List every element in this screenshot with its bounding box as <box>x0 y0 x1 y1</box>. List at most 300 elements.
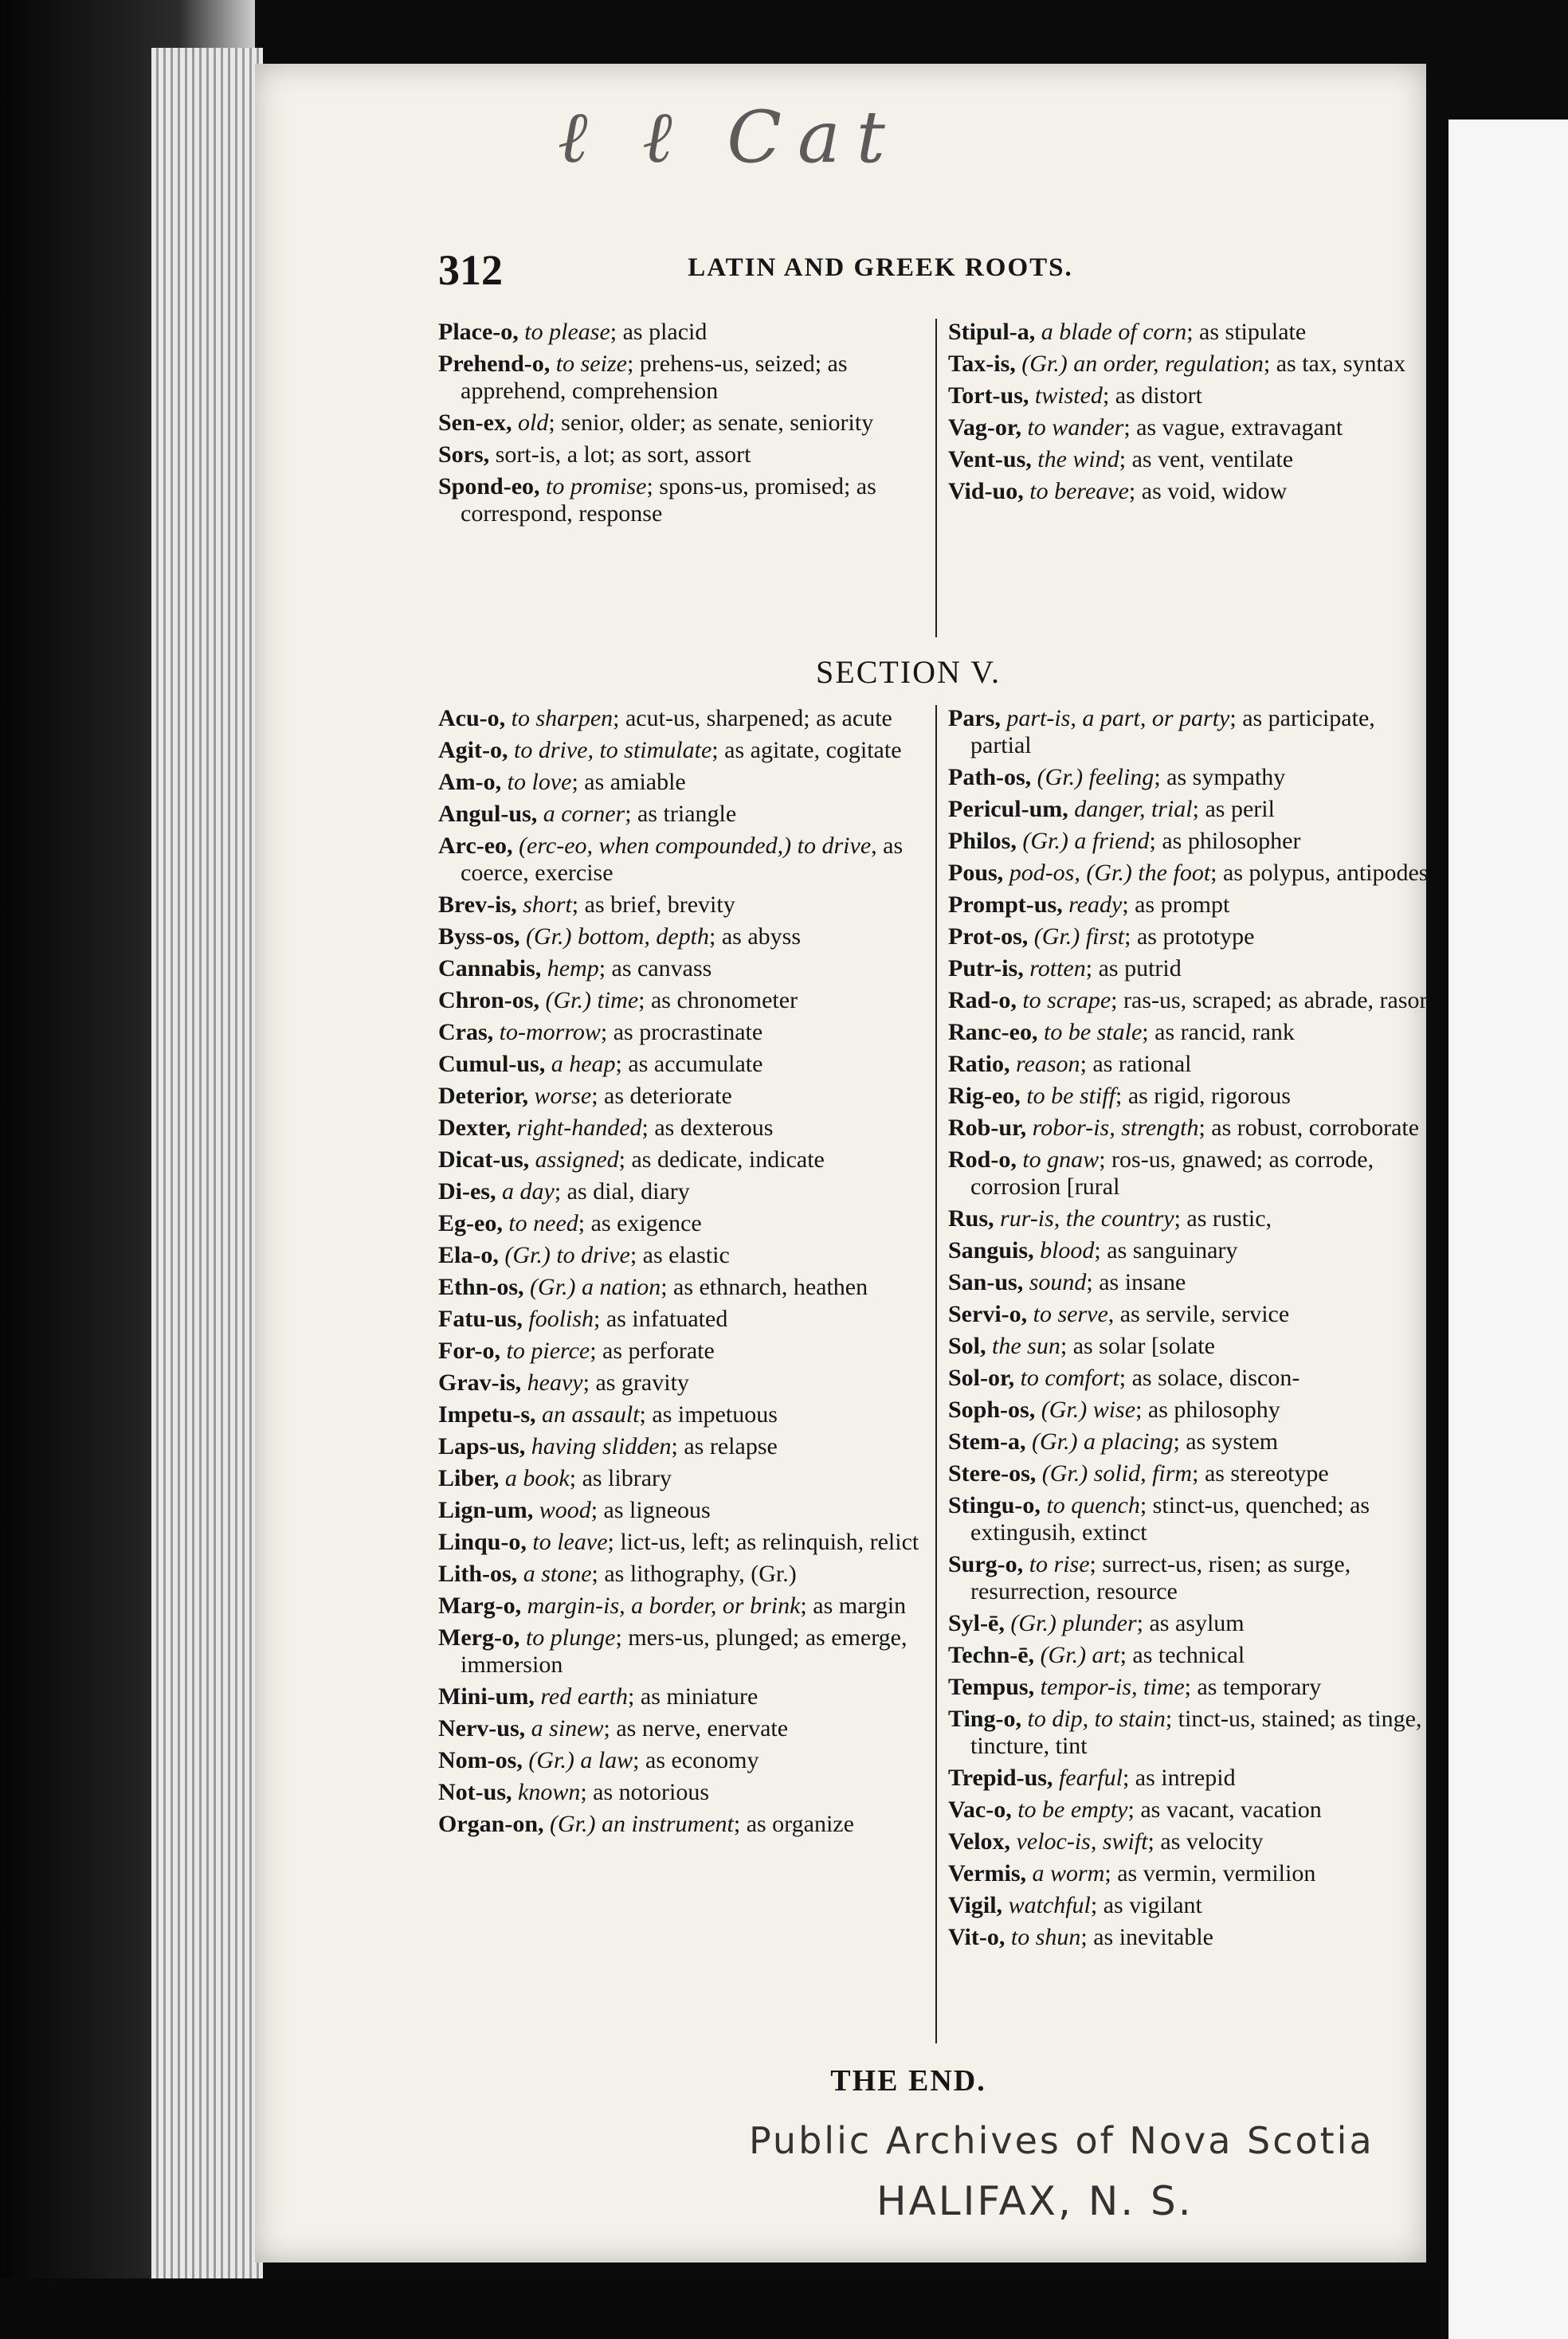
root-entry <box>948 1610 1438 1637</box>
root-headword: Lign-um, <box>438 1497 534 1523</box>
root-headword: Vermis, <box>948 1860 1027 1886</box>
root-entry <box>438 923 928 950</box>
root-meaning: to plunge <box>525 1624 616 1651</box>
root-derivatives: ; as margin <box>800 1593 907 1619</box>
root-meaning: to seize <box>555 351 627 377</box>
root-headword: Sors, <box>438 441 490 468</box>
root-meaning: to dip, to stain <box>1027 1706 1166 1732</box>
root-headword: Stere-os, <box>948 1460 1037 1487</box>
root-derivatives: ; as vermin, vermilion <box>1104 1860 1316 1886</box>
root-derivatives: ; as sanguinary <box>1094 1237 1238 1264</box>
root-entry <box>948 351 1438 378</box>
root-headword: Fatu-us, <box>438 1306 523 1332</box>
root-entry <box>438 891 928 919</box>
root-entry <box>438 473 928 527</box>
root-meaning: to scrape <box>1022 987 1111 1013</box>
root-meaning: a stone <box>523 1561 592 1587</box>
root-entry <box>438 1497 928 1524</box>
root-derivatives: ; as placid <box>610 319 708 345</box>
root-headword: Spond-eo, <box>438 473 540 500</box>
root-headword: Vigil, <box>948 1892 1003 1918</box>
column-rule <box>935 319 937 637</box>
root-derivatives: ; as elastic <box>629 1242 730 1268</box>
root-meaning: to bereave <box>1029 478 1129 504</box>
root-headword: Stingu-o, <box>948 1492 1041 1518</box>
root-headword: Rod-o, <box>948 1146 1017 1173</box>
root-entry <box>438 1465 928 1492</box>
root-meaning: a worm <box>1032 1860 1105 1886</box>
root-derivatives: ; ras-us, scraped; as abrade, rasor <box>1111 987 1428 1013</box>
root-derivatives: ; as gravity <box>582 1369 689 1396</box>
root-entry <box>438 1274 928 1301</box>
root-headword: Laps-us, <box>438 1433 526 1459</box>
root-headword: Servi-o, <box>948 1301 1028 1327</box>
root-derivatives: ; as dexterous <box>641 1115 774 1141</box>
root-entry <box>948 1205 1438 1232</box>
root-entry <box>948 1428 1438 1456</box>
root-meaning: (Gr.) bottom, depth <box>526 923 710 950</box>
root-meaning: pod-os, (Gr.) the foot <box>1009 860 1211 886</box>
root-derivatives: ; as vigilant <box>1090 1892 1202 1918</box>
root-entry <box>948 446 1438 473</box>
root-meaning: to pierce <box>506 1338 590 1364</box>
root-derivatives: ; as ligneous <box>590 1497 711 1523</box>
root-meaning: to need <box>508 1210 578 1236</box>
root-meaning: to be stale <box>1043 1019 1143 1045</box>
root-derivatives: ; as philosopher <box>1149 828 1301 854</box>
root-derivatives: sort-is, a lot; as sort, assort <box>495 441 751 468</box>
root-entry <box>438 987 928 1014</box>
root-derivatives: ; lict-us, left; as relinquish, relict <box>607 1529 919 1555</box>
root-meaning: ready <box>1068 891 1123 918</box>
root-headword: Byss-os, <box>438 923 520 950</box>
root-derivatives: ; as putrid <box>1085 955 1182 981</box>
stamp-line-1: Public Archives of Nova Scotia <box>749 2119 1374 2162</box>
root-entry <box>948 1551 1438 1605</box>
root-meaning: known <box>518 1779 581 1805</box>
root-derivatives: ; mers-us, plunged; as emerge, immersion <box>461 1624 907 1678</box>
root-meaning: (Gr.) a placing <box>1031 1428 1174 1455</box>
root-entry <box>438 1115 928 1142</box>
root-entry <box>948 1237 1438 1264</box>
root-meaning: (Gr.) to drive <box>504 1242 630 1268</box>
root-entry <box>948 828 1438 855</box>
root-derivatives: ; as philosophy <box>1135 1397 1280 1423</box>
root-meaning: (Gr.) a law <box>528 1747 633 1773</box>
root-headword: Tax-is, <box>948 351 1016 377</box>
root-derivatives: ; as vague, extravagant <box>1123 414 1343 441</box>
root-entry <box>948 1706 1438 1760</box>
root-meaning: to wander <box>1027 414 1124 441</box>
root-headword: Pous, <box>948 860 1004 886</box>
root-meaning: to sharpen <box>511 705 613 731</box>
root-derivatives: ; acut-us, sharpened; as acute <box>613 705 892 731</box>
root-entry <box>948 1397 1438 1424</box>
root-headword: Prot-os, <box>948 923 1029 950</box>
root-meaning: to leave <box>532 1529 608 1555</box>
root-headword: Vit-o, <box>948 1924 1005 1950</box>
root-meaning: a heap <box>551 1051 616 1077</box>
root-derivatives: ; as stereotype <box>1192 1460 1329 1487</box>
root-headword: Pericul-um, <box>948 796 1068 822</box>
root-headword: Grav-is, <box>438 1369 522 1396</box>
root-entry <box>438 351 928 405</box>
root-derivatives: ; as dedicate, indicate <box>618 1146 825 1173</box>
root-meaning: to-morrow <box>499 1019 601 1045</box>
root-derivatives: ; tinct-us, stained; as tinge, tincture, tint <box>970 1706 1422 1759</box>
root-meaning: sound <box>1029 1269 1087 1295</box>
root-headword: Vid-uo, <box>948 478 1024 504</box>
root-derivatives: ; as robust, corroborate <box>1198 1115 1420 1141</box>
root-derivatives: ; as tax, syntax <box>1263 351 1406 377</box>
root-derivatives: ; as sympathy <box>1154 764 1286 790</box>
end-heading: THE END. <box>830 2064 986 2098</box>
root-derivatives: ; as amiable <box>571 769 686 795</box>
root-entry <box>438 769 928 796</box>
root-headword: Prompt-us, <box>948 891 1063 918</box>
column-rule <box>935 705 937 2043</box>
root-derivatives: ; as technical <box>1119 1642 1245 1668</box>
root-meaning: (Gr.) first <box>1033 923 1125 950</box>
root-derivatives: ; as ethnarch, heathen <box>661 1274 868 1300</box>
root-derivatives: ; as system <box>1173 1428 1279 1455</box>
root-meaning: foolish <box>528 1306 594 1332</box>
root-meaning: tempor-is, time <box>1040 1674 1185 1700</box>
root-meaning: to quench <box>1046 1492 1140 1518</box>
root-meaning: to rise <box>1029 1551 1090 1577</box>
root-derivatives: ; as exigence <box>578 1210 702 1236</box>
root-headword: Stipul-a, <box>948 319 1036 345</box>
root-entry <box>948 382 1438 409</box>
root-meaning: to comfort <box>1020 1365 1119 1391</box>
root-derivatives: ; as polypus, antipodes <box>1210 860 1429 886</box>
root-headword: Vent-us, <box>948 446 1032 472</box>
root-meaning: (Gr.) time <box>545 987 639 1013</box>
root-derivatives: ; as perforate <box>590 1338 715 1364</box>
root-meaning: worse <box>534 1083 592 1109</box>
root-derivatives: ; senior, older; as senate, seniority <box>548 409 874 436</box>
root-headword: Rob-ur, <box>948 1115 1027 1141</box>
root-entry <box>948 478 1438 505</box>
root-entry <box>438 1083 928 1110</box>
root-headword: Pars, <box>948 705 1001 731</box>
root-entry <box>948 319 1438 346</box>
root-derivatives: ; as nerve, enervate <box>603 1715 789 1742</box>
root-meaning: short <box>523 891 572 918</box>
root-entry <box>948 891 1438 919</box>
root-meaning: (Gr.) feeling <box>1037 764 1154 790</box>
root-meaning: the wind <box>1037 446 1119 472</box>
root-entry <box>948 1492 1438 1546</box>
root-headword: Sol, <box>948 1333 986 1359</box>
root-entry <box>948 1924 1438 1951</box>
root-derivatives: ; as relapse <box>671 1433 778 1459</box>
root-derivatives: ; surrect-us, risen; as surge, resurrection, resource <box>970 1551 1351 1604</box>
root-derivatives: ; as economy <box>633 1747 759 1773</box>
root-meaning: having slidden <box>531 1433 672 1459</box>
root-headword: Nom-os, <box>438 1747 523 1773</box>
book-page <box>255 64 1429 2263</box>
top-left-column <box>438 319 928 532</box>
root-entry <box>438 1019 928 1046</box>
root-derivatives: ; as impetuous <box>639 1401 778 1428</box>
root-derivatives: ; as chronometer <box>638 987 798 1013</box>
root-meaning: watchful <box>1008 1892 1091 1918</box>
root-derivatives: ; as miniature <box>628 1683 759 1710</box>
root-meaning: twisted <box>1034 382 1103 409</box>
root-entry <box>438 1242 928 1269</box>
root-derivatives: ; as canvass <box>598 955 712 981</box>
root-derivatives: ; as velocity <box>1147 1828 1264 1855</box>
root-meaning: (Gr.) an order, regulation <box>1021 351 1264 377</box>
root-entry <box>438 1747 928 1774</box>
root-meaning: to please <box>524 319 610 345</box>
root-meaning: danger, trial <box>1074 796 1193 822</box>
root-derivatives: ; as solace, discon- <box>1119 1365 1300 1391</box>
root-headword: Vag-or, <box>948 414 1021 441</box>
root-headword: Techn-ē, <box>948 1642 1035 1668</box>
root-headword: Syl-ē, <box>948 1610 1005 1636</box>
root-derivatives: ; stinct-us, quenched; as extingusih, extinct <box>970 1492 1370 1546</box>
root-entry <box>438 1811 928 1838</box>
root-entry <box>948 1083 1438 1110</box>
root-entry <box>438 1369 928 1397</box>
root-entry <box>948 1892 1438 1919</box>
root-meaning: to be stiff <box>1026 1083 1115 1109</box>
root-derivatives: ; as temporary <box>1184 1674 1322 1700</box>
root-meaning: a corner <box>543 801 625 827</box>
root-meaning: fearful <box>1058 1765 1123 1791</box>
root-headword: Vac-o, <box>948 1796 1012 1823</box>
root-meaning: a day <box>501 1178 555 1205</box>
root-derivatives: ; as lithography, (Gr.) <box>591 1561 797 1587</box>
root-headword: Acu-o, <box>438 705 506 731</box>
root-entry <box>438 1433 928 1460</box>
root-entry <box>948 1115 1438 1142</box>
root-derivatives: ; as library <box>569 1465 672 1491</box>
section-left-column <box>438 705 928 1843</box>
root-meaning: (Gr.) solid, firm <box>1041 1460 1193 1487</box>
root-entry <box>438 705 928 732</box>
root-entry <box>948 1765 1438 1792</box>
root-meaning: to promise <box>546 473 647 500</box>
root-headword: Sanguis, <box>948 1237 1034 1264</box>
root-entry <box>438 955 928 982</box>
root-derivatives: ; as prompt <box>1122 891 1230 918</box>
root-headword: Agit-o, <box>438 737 508 763</box>
root-derivatives: ; as rigid, rigorous <box>1115 1083 1291 1109</box>
root-derivatives: ; ros-us, gnawed; as corrode, corrosion [rural <box>970 1146 1374 1200</box>
root-meaning: to serve <box>1033 1301 1108 1327</box>
root-headword: Tort-us, <box>948 382 1029 409</box>
root-meaning: old <box>518 409 549 436</box>
root-derivatives: ; as vacant, vacation <box>1127 1796 1322 1823</box>
root-entry <box>438 409 928 437</box>
root-entry <box>438 1051 928 1078</box>
root-derivatives: ; as organize <box>733 1811 854 1837</box>
root-meaning: hemp <box>547 955 599 981</box>
root-headword: Surg-o, <box>948 1551 1024 1577</box>
stamp-line-2: HALIFAX, N. S. <box>876 2178 1194 2224</box>
root-entry <box>438 1529 928 1556</box>
root-headword: Deterior, <box>438 1083 528 1109</box>
root-headword: Di-es, <box>438 1178 496 1205</box>
root-meaning: margin-is, a border, or brink <box>527 1593 801 1619</box>
root-entry <box>438 737 928 764</box>
root-headword: Impetu-s, <box>438 1401 536 1428</box>
root-meaning: assigned <box>535 1146 619 1173</box>
root-headword: Chron-os, <box>438 987 539 1013</box>
root-entry <box>948 1642 1438 1669</box>
root-derivatives: ; as asylum <box>1136 1610 1245 1636</box>
root-meaning: to gnaw <box>1022 1146 1100 1173</box>
root-headword: Ting-o, <box>948 1706 1021 1732</box>
root-meaning: a sinew <box>531 1715 604 1742</box>
root-entry <box>438 1401 928 1428</box>
root-derivatives: ; as deteriorate <box>591 1083 732 1109</box>
root-entry <box>948 860 1438 887</box>
section-right-column <box>948 705 1438 1956</box>
root-meaning: red earth <box>540 1683 629 1710</box>
root-headword: Nerv-us, <box>438 1715 526 1742</box>
root-headword: Merg-o, <box>438 1624 520 1651</box>
root-headword: Ranc-eo, <box>948 1019 1038 1045</box>
root-headword: Cumul-us, <box>438 1051 546 1077</box>
root-entry <box>438 833 928 887</box>
root-entry <box>948 1333 1438 1360</box>
root-entry <box>438 1683 928 1710</box>
root-headword: Organ-on, <box>438 1811 544 1837</box>
root-entry <box>438 1779 928 1806</box>
root-entry <box>948 923 1438 950</box>
root-meaning: (Gr.) a friend <box>1022 828 1150 854</box>
root-meaning: to be empty <box>1017 1796 1128 1823</box>
root-meaning: to shun <box>1010 1924 1081 1950</box>
root-entry <box>948 1796 1438 1824</box>
root-entry <box>948 764 1438 791</box>
root-meaning: reason <box>1016 1051 1080 1077</box>
root-derivatives: ; as abyss <box>709 923 802 950</box>
root-meaning: a blade of corn <box>1041 319 1187 345</box>
root-meaning: (Gr.) wise <box>1041 1397 1136 1423</box>
root-derivatives: ; as rational <box>1080 1051 1192 1077</box>
root-entry <box>438 1338 928 1365</box>
root-entry <box>948 414 1438 441</box>
root-headword: Brev-is, <box>438 891 517 918</box>
root-headword: Prehend-o, <box>438 351 551 377</box>
root-derivatives: ; as rancid, rank <box>1142 1019 1295 1045</box>
root-derivatives: ; as agitate, cogitate <box>711 737 902 763</box>
root-entry <box>438 1306 928 1333</box>
root-derivatives: ; spons-us, promised; as correspond, response <box>461 473 876 527</box>
root-derivatives: ; as stipulate <box>1186 319 1307 345</box>
root-headword: Dexter, <box>438 1115 512 1141</box>
root-derivatives: , as servile, service <box>1107 1301 1290 1327</box>
root-entry <box>948 1860 1438 1887</box>
root-meaning: (Gr.) an instrument <box>550 1811 734 1837</box>
root-meaning: to love <box>507 769 572 795</box>
root-headword: Velox, <box>948 1828 1011 1855</box>
root-headword: San-us, <box>948 1269 1024 1295</box>
root-derivatives: , as coerce, exercise <box>461 833 904 886</box>
root-derivatives: ; as rustic, <box>1174 1205 1272 1232</box>
root-entry <box>438 1593 928 1620</box>
section-heading: SECTION V. <box>816 654 1001 690</box>
root-headword: Ratio, <box>948 1051 1010 1077</box>
handwritten-annotation: ℓ ℓ Cat <box>558 96 901 179</box>
root-headword: Sen-ex, <box>438 409 512 436</box>
root-headword: Stem-a, <box>948 1428 1026 1455</box>
root-entry <box>438 1715 928 1742</box>
root-headword: Liber, <box>438 1465 500 1491</box>
root-meaning: rur-is, the country <box>1000 1205 1174 1232</box>
root-headword: Linqu-o, <box>438 1529 527 1555</box>
root-entry <box>948 1301 1438 1328</box>
root-derivatives: ; as void, widow <box>1128 478 1288 504</box>
root-derivatives: ; as infatuated <box>594 1306 728 1332</box>
root-entry <box>438 441 928 468</box>
root-entry <box>438 1210 928 1237</box>
root-meaning: heavy <box>527 1369 583 1396</box>
root-meaning: right-handed <box>516 1115 642 1141</box>
root-entry <box>948 1674 1438 1701</box>
root-entry <box>948 796 1438 823</box>
root-headword: Angul-us, <box>438 801 538 827</box>
scan-margin <box>1448 119 1568 2339</box>
root-meaning: (erc-eo, when compounded,) to drive <box>519 833 872 859</box>
root-derivatives: ; as solar [solate <box>1060 1333 1215 1359</box>
page-number: 312 <box>438 246 503 294</box>
root-meaning: the sun <box>992 1333 1060 1359</box>
root-headword: Path-os, <box>948 764 1032 790</box>
root-derivatives: ; as distort <box>1102 382 1202 409</box>
root-headword: Not-us, <box>438 1779 512 1805</box>
root-headword: Tempus, <box>948 1674 1035 1700</box>
root-headword: Lith-os, <box>438 1561 518 1587</box>
root-headword: Eg-eo, <box>438 1210 503 1236</box>
running-title: LATIN AND GREEK ROOTS. <box>688 253 1073 282</box>
root-entry <box>438 319 928 346</box>
root-derivatives: ; as brief, brevity <box>571 891 735 918</box>
root-meaning: (Gr.) plunder <box>1010 1610 1137 1636</box>
root-headword: Cannabis, <box>438 955 542 981</box>
root-headword: Place-o, <box>438 319 519 345</box>
root-derivatives: ; as accumulate <box>615 1051 763 1077</box>
root-derivatives: ; as dial, diary <box>554 1178 690 1205</box>
root-derivatives: ; as prototype <box>1124 923 1255 950</box>
root-meaning: blood <box>1040 1237 1095 1264</box>
root-meaning: wood <box>539 1497 591 1523</box>
root-meaning: (Gr.) art <box>1040 1642 1120 1668</box>
root-headword: Ela-o, <box>438 1242 499 1268</box>
root-headword: Mini-um, <box>438 1683 535 1710</box>
root-headword: Ethn-os, <box>438 1274 524 1300</box>
root-entry <box>948 705 1438 759</box>
root-entry <box>948 1365 1438 1392</box>
root-entry <box>438 801 928 828</box>
root-derivatives: ; as insane <box>1086 1269 1186 1295</box>
root-meaning: (Gr.) a nation <box>530 1274 661 1300</box>
root-entry <box>438 1146 928 1173</box>
root-entry <box>438 1561 928 1588</box>
root-meaning: robor-is, strength <box>1032 1115 1199 1141</box>
root-entry <box>948 987 1438 1014</box>
root-headword: Rig-eo, <box>948 1083 1021 1109</box>
root-headword: For-o, <box>438 1338 501 1364</box>
page-stack-edges <box>151 48 263 2294</box>
root-headword: Soph-os, <box>948 1397 1036 1423</box>
root-entry <box>438 1178 928 1205</box>
